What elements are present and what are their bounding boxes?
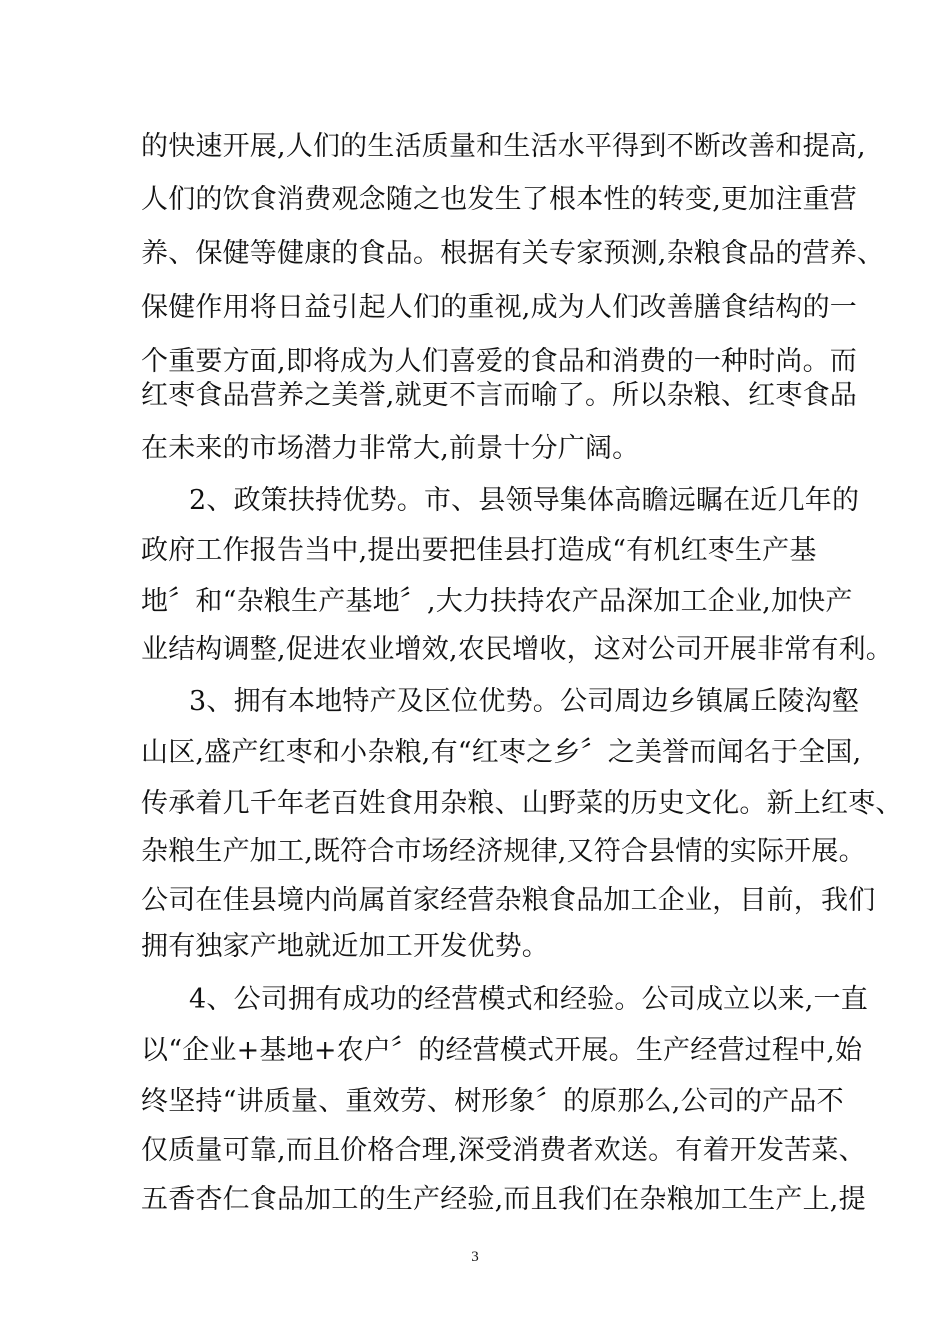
paragraph-line: 红枣食品营养之美誉,就更不言而喻了。所以杂粮、红枣食品 (141, 380, 857, 411)
paragraph-line: 传承着几千年老百姓食用杂粮、山野菜的历史文化。新上红枣、 (141, 788, 903, 819)
paragraph-line: 个重要方面,即将成为人们喜爱的食品和消费的一种时尚。而 (141, 346, 857, 377)
paragraph-line: 人们的饮食消费观念随之也发生了根本性的转变,更加注重营 (141, 184, 857, 215)
paragraph-line: 业结构调整,促进农业增效,农民增收，这对公司开展非常有利。 (141, 634, 893, 665)
paragraph-line: 的快速开展,人们的生活质量和生活水平得到不断改善和提高, (141, 131, 866, 162)
paragraph-line: 仅质量可靠,而且价格合理,深受消费者欢送。有着开发苦菜、 (141, 1135, 866, 1166)
paragraph-line: 保健作用将日益引起人们的重视,成为人们改善膳食结构的一 (141, 292, 857, 323)
paragraph-line: 杂粮生产加工,既符合市场经济规律,又符合县情的实际开展。 (141, 836, 866, 867)
page-number: 3 (471, 1249, 479, 1265)
paragraph-line: 2、政策扶持优势。市、县领导集体高瞻远瞩在近几年的 (189, 485, 860, 516)
paragraph-line: 养、保健等健康的食品。根据有关专家预测,杂粮食品的营养、 (141, 238, 885, 269)
paragraph-line: 政府工作报告当中,提出要把佳县打造成“有机红枣生产基 (141, 535, 817, 566)
paragraph-line: 拥有独家产地就近加工开发优势。 (141, 931, 549, 962)
paragraph-line: 在未来的市场潜力非常大,前景十分广阔。 (141, 433, 640, 464)
paragraph-line: 地〞和“杂粮生产基地〞,大力扶持农产品深加工企业,加快产 (141, 586, 853, 617)
paragraph-line: 山区,盛产红枣和小杂粮,有“红枣之乡〞之美誉而闻名于全国, (141, 737, 862, 768)
paragraph-line: 3、拥有本地特产及区位优势。公司周边乡镇属丘陵沟壑 (189, 686, 860, 717)
paragraph-line: 终坚持“讲质量、重效劳、树形象〞的原那么,公司的产品不 (141, 1086, 844, 1117)
paragraph-line: 4、公司拥有成功的经营模式和经验。公司成立以来,一直 (189, 984, 868, 1015)
paragraph-line: 以“企业+基地+农户〞的经营模式开展。生产经营过程中,始 (141, 1035, 863, 1066)
paragraph-line: 公司在佳县境内尚属首家经营杂粮食品加工企业，目前，我们 (141, 885, 876, 916)
paragraph-line: 五香杏仁食品加工的生产经验,而且我们在杂粮加工生产上,提 (141, 1184, 866, 1215)
